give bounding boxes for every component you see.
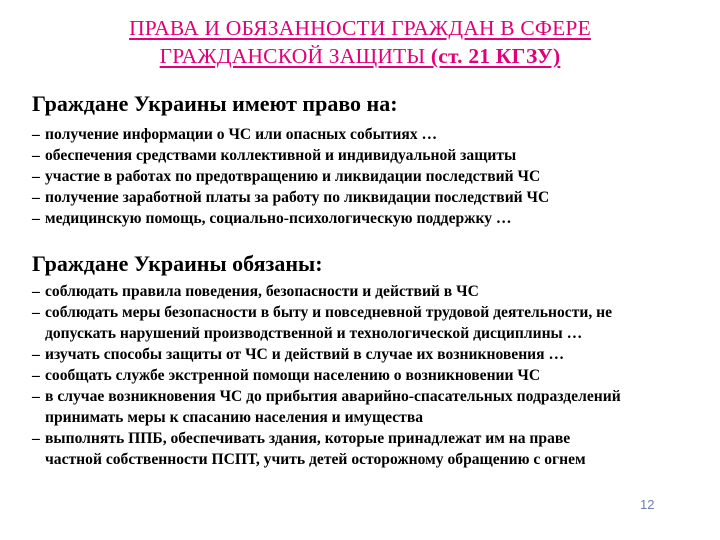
rights-list-item [32,124,712,145]
duties-list [32,281,712,470]
rights-list-item [32,166,712,187]
rights-list-item [32,208,712,229]
duties-list-item-text: в случае возникновения ЧС до прибытия аварийно-спасательных подразделений принимать меры к спасанию населения и имущества [45,388,621,426]
duties-list-item [32,365,712,386]
rights-list-item [32,145,712,166]
rights-heading: Граждане Украины имеют право на: [32,91,398,116]
duties-list-item [32,302,712,344]
list-bullet-dash: – [32,126,40,143]
duties-list-item-text: сообщать службе экстренной помощи населению о возникновении ЧС [45,367,541,384]
slide-title-main: ГРАЖДАНСКОЙ ЗАЩИТЫ [159,44,431,68]
slide-title-line-2 [30,42,690,70]
slide-title-line-1: ПРАВА И ОБЯЗАННОСТИ ГРАЖДАН В СФЕРЕ [129,16,591,40]
list-bullet-dash: – [32,388,40,405]
list-bullet-dash: – [32,367,40,384]
slide-title [30,14,690,70]
page-number: 12 [640,497,655,512]
duties-list-item-text: изучать способы защиты от ЧС и действий в случае их возникновения … [45,346,565,363]
law-reference: (ст. 21 КГЗУ) [430,44,561,68]
duties-heading: Граждане Украины обязаны: [32,251,323,276]
list-bullet-dash: – [32,147,40,164]
duties-list-item-text: соблюдать меры безопасности в быту и повседневной трудовой деятельности, не допускать нарушений производственной и технологической дисциплины … [45,304,613,342]
duties-list-item [32,428,712,470]
list-bullet-dash: – [32,210,40,227]
rights-list-item-text: получение заработной платы за работу по ликвидации последствий ЧС [45,189,550,206]
list-bullet-dash: – [32,430,40,447]
rights-list-item-text: обеспечения средствами коллективной и индивидуальной защиты [45,147,517,164]
duties-list-item-text: соблюдать правила поведения, безопасности и действий в ЧС [45,283,479,300]
list-bullet-dash: – [32,189,40,206]
rights-list-item-text: получение информации о ЧС или опасных событиях … [45,126,438,143]
rights-list [32,124,712,229]
duties-list-item [32,281,712,302]
rights-list-item-text: медицинскую помощь, социально-психологическую поддержку … [45,210,512,227]
list-bullet-dash: – [32,346,40,363]
list-bullet-dash: – [32,168,40,185]
list-bullet-dash: – [32,304,40,321]
duties-list-item [32,386,712,428]
rights-list-item-text: участие в работах по предотвращению и ликвидации последствий ЧС [45,168,541,185]
list-bullet-dash: – [32,283,40,300]
duties-list-item-text: выполнять ППБ, обеспечивать здания, которые принадлежат им на праве частной собственности ПСПТ, учить детей осторожному обращению с огнем [45,430,586,468]
rights-list-item [32,187,712,208]
duties-list-item [32,344,712,365]
